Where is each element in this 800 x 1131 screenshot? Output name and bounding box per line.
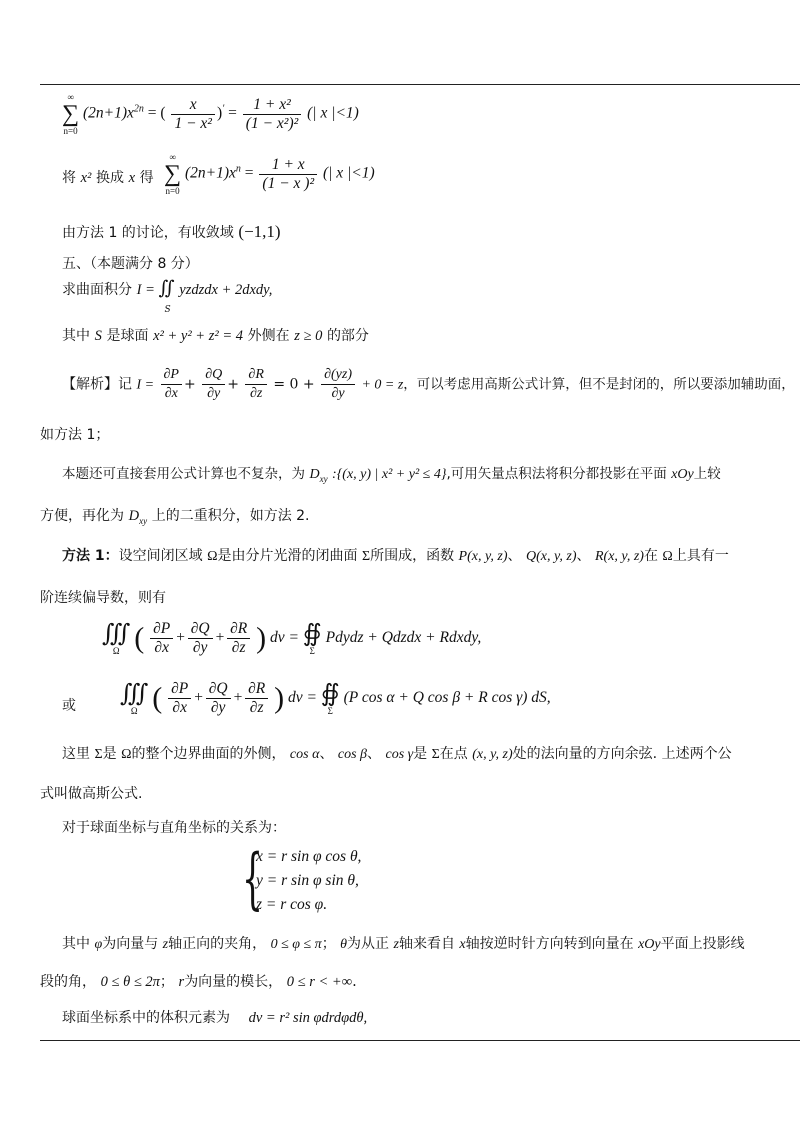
system-line-3: z = r cos φ. [256, 896, 328, 913]
analysis-line: 【解析】记 I = $\frac{\partial P}{\partial x}$ + $\frac{\partial Q}{\partial y}$ + $\frac{\partial R}{\partial z}$ = 0 + $\frac{\partial(yz)}{\partial y}$ + 0 = z，可以考虑用高斯公式计算，但不是封闭的，所以要添加辅助面， [62, 367, 795, 401]
or-label: 或 [62, 698, 76, 714]
spherical-intro: 对于球面坐标与直角坐标的关系为： [62, 820, 286, 836]
gauss-formula-2: ∭ Ω ( $\frac{\partial P}{\partial x}$ + $\frac{\partial Q}{\partial y}$ + $\frac{\partial R}{\partial z}$ ) dv = ∯ Σ (P cos α + Q cos β + R cos γ) dS, [120, 680, 551, 716]
convergence-line: 由方法 1 的讨论，有收敛域 (−1,1) [62, 222, 281, 241]
method-reference-2: 方便，再化为 $D_{xy}$ 上的二重积分，如方法 2. [40, 508, 310, 526]
sum-symbol: ∞ ∑ n=0 [62, 92, 80, 136]
problem-statement: 求曲面积分 I = ∬ S yzdzdx + 2dxdy, [62, 277, 273, 315]
system-line-1: x = r sin φ cos θ, [256, 848, 362, 865]
alternative-method-line: 本题还可直接套用公式计算也不复杂，为 $D_{xy}$ :{(x, y) | x² + y² ≤ 4},可用矢量点积法将积分都投影在平面 xOy上较 [62, 466, 721, 484]
continuity-line: 阶连续偏导数，则有 [40, 590, 166, 606]
section-heading: 五、（本题满分 8 分） [62, 256, 199, 272]
gauss-name-line: 式叫做高斯公式. [40, 786, 143, 802]
angle-ranges: 段的角， 0 ≤ θ ≤ 2π； r为向量的模长， 0 ≤ r < +∞. [40, 974, 357, 990]
method-1-intro: 方法 1：设空间闭区域 Ω是由分片光滑的闭曲面 Σ所围成，函数 P(x, y, z)、 Q(x, y, z)、 R(x, y, z)在 Ω上具有一 [62, 548, 729, 564]
header-rule [40, 84, 800, 85]
method-reference-1: 如方法 1； [40, 427, 110, 443]
angle-explanation: 其中 φ为向量与 z轴正向的夹角， 0 ≤ φ ≤ π； θ为从正 z轴来看自 x轴按逆时针方向转到向量在 xOy平面上投影线 [62, 936, 745, 952]
power-series-equation: ∞ ∑ n=0 $(2n+1)x^{2n}$ = ( $\frac{x}{\text{1 − x²}}$ )′ = $\frac{\text{1 + x²}}{\text{(1 − x²)²}}$ (| x |<1) [62, 92, 359, 136]
volume-element-line: 球面坐标系中的体积元素为 dv = r² sin φdrdφdθ, [62, 1010, 368, 1026]
system-brace: { [242, 840, 263, 917]
substitution-line: 将 x² 换成 x 得 [62, 170, 154, 186]
surface-condition: 其中 S 是球面 x² + y² + z² = 4 外侧在 z ≥ 0 的部分 [62, 328, 369, 344]
substituted-series-equation: ∞ ∑ n=0 $(2n+1)x^n$ = $\frac{1 + x}{\text{(1 − x )²}}$ (| x |<1) [164, 152, 375, 196]
boundary-explanation: 这里 Σ是 Ω的整个边界曲面的外侧， cos α、 cos β、 cos γ是 Σ在点 (x, y, z)处的法向量的方向余弦. 上述两个公 [62, 746, 732, 762]
footer-rule [40, 1040, 800, 1041]
gauss-formula-1: ∭ Ω ( $\frac{\partial P}{\partial x}$ + $\frac{\partial Q}{\partial y}$ + $\frac{\partial R}{\partial z}$ ) dv = ∯ Σ Pdydz + Qdzdx + Rdxdy, [102, 620, 482, 656]
system-line-2: y = r sin φ sin θ, [256, 872, 359, 889]
